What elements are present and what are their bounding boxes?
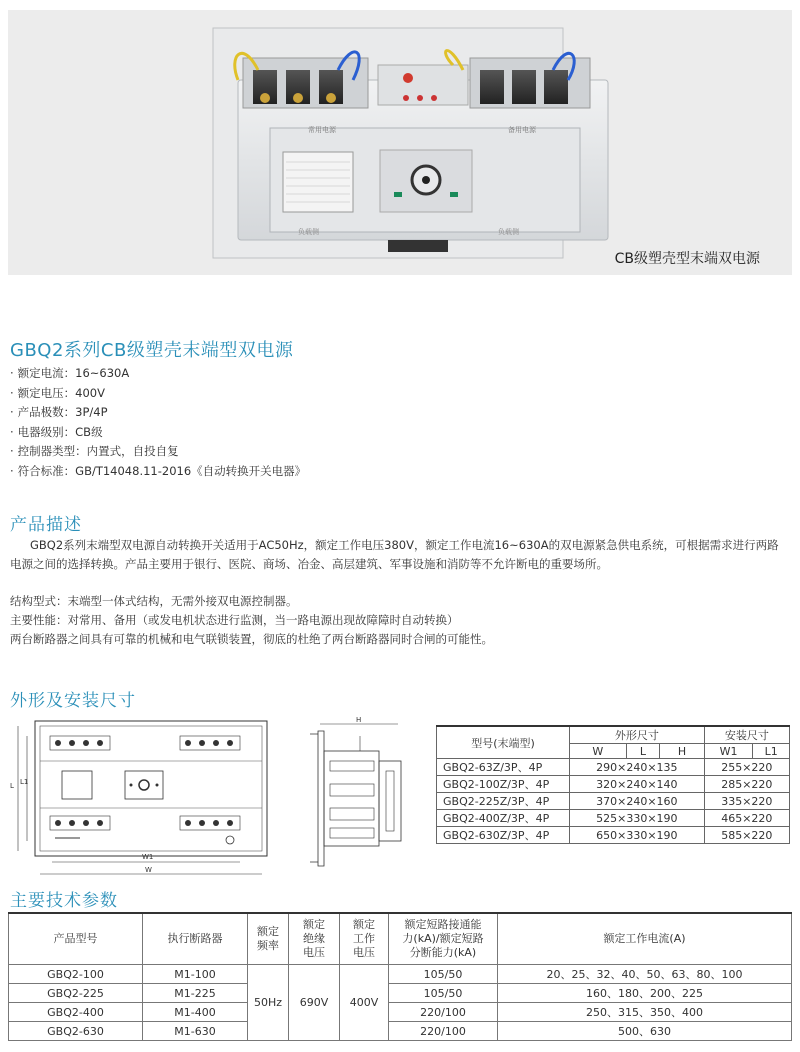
interlock-text: 两台断路器之间具有可靠的机械和电气联锁装置，彻底的杜绝了两台断路器同时合闸的可能性。	[10, 632, 493, 646]
dim-install-cell: 285×220	[704, 776, 789, 793]
right-terminal-block	[470, 58, 590, 108]
side-view-drawing	[300, 716, 420, 876]
label-backup-source: 备用电源	[508, 126, 536, 134]
param-model-cell: GBQ2-400	[9, 1003, 143, 1022]
dim-install-cell: 255×220	[704, 759, 789, 776]
dim-outline-cell: 290×240×135	[570, 759, 705, 776]
photo-caption: CB级塑壳型末端双电源	[614, 251, 760, 267]
param-capacity-cell: 220/100	[389, 1003, 498, 1022]
dim-subheader: L	[626, 744, 660, 759]
param-breaker-cell: M1-225	[143, 984, 248, 1003]
label-load-side-left: 负载侧	[298, 228, 319, 236]
dimensions-title: 外形及安装尺寸	[10, 691, 136, 711]
label-normal-source: 常用电源	[308, 126, 336, 134]
spec-item: · 产品极数：3P/4P	[10, 403, 306, 423]
param-breaker-cell: M1-400	[143, 1003, 248, 1022]
dim-outline-cell: 370×240×160	[570, 793, 705, 810]
dim-header-model: 型号(末端型)	[437, 726, 570, 759]
dim-outline-cell: 320×240×140	[570, 776, 705, 793]
param-breaker-cell: M1-100	[143, 965, 248, 984]
header-line: 额定	[353, 918, 375, 931]
dim-subheader: H	[660, 744, 704, 759]
param-current-cell: 160、180、200、225	[498, 984, 792, 1003]
param-capacity-cell: 220/100	[389, 1022, 498, 1041]
product-title: GBQ2系列CB级塑壳末端型双电源	[10, 340, 294, 361]
dim-outline-cell: 650×330×190	[570, 827, 705, 844]
param-freq-cell: 50Hz	[248, 965, 289, 1041]
spec-item: · 额定电压：400V	[10, 384, 306, 404]
dim-subheader: W	[570, 744, 627, 759]
dim-model-cell: GBQ2-100Z/3P、4P	[437, 776, 570, 793]
header-line: 绝缘	[303, 932, 325, 945]
table-row	[437, 810, 790, 827]
description-block	[10, 536, 790, 649]
front-view-drawing	[10, 716, 276, 881]
header-line: 工作	[353, 932, 375, 945]
parameters-table	[8, 912, 792, 1041]
table-row	[437, 759, 790, 776]
param-capacity-cell: 105/50	[389, 965, 498, 984]
param-model-cell: GBQ2-225	[9, 984, 143, 1003]
spec-item: · 额定电流：16~630A	[10, 364, 306, 384]
table-row	[9, 965, 792, 984]
dim-outline-cell: 525×330×190	[570, 810, 705, 827]
param-work-voltage-cell: 400V	[340, 965, 389, 1041]
param-capacity-cell: 105/50	[389, 984, 498, 1003]
dim-label-l: L	[10, 782, 14, 790]
header-line: 力(kA)/额定短路	[402, 932, 484, 945]
param-header-breaker: 执行断路器	[143, 913, 248, 965]
spec-list	[10, 364, 306, 481]
dim-header-outline: 外形尺寸	[570, 726, 705, 744]
dim-subheader: W1	[704, 744, 753, 759]
header-line: 电压	[353, 946, 375, 959]
spec-item: · 控制器类型：内置式，自投自复	[10, 442, 306, 462]
table-row	[437, 776, 790, 793]
param-breaker-cell: M1-630	[143, 1022, 248, 1041]
param-header-capacity	[389, 913, 498, 965]
header-line: 频率	[257, 939, 279, 952]
param-model-cell: GBQ2-630	[9, 1022, 143, 1041]
product-photo-panel	[8, 10, 792, 275]
dim-label-w: W	[145, 866, 152, 874]
spec-item: · 符合标准：GB/T14048.11-2016《自动转换开关电器》	[10, 462, 306, 482]
dim-install-cell: 465×220	[704, 810, 789, 827]
table-row	[437, 793, 790, 810]
table-row	[9, 1022, 792, 1041]
param-header-freq	[248, 913, 289, 965]
header-line: 额定短路接通能	[404, 918, 482, 931]
param-current-cell: 250、315、350、400	[498, 1003, 792, 1022]
label-load-side-right: 负载侧	[498, 228, 519, 236]
param-model-cell: GBQ2-100	[9, 965, 143, 984]
dim-label-h: H	[356, 716, 362, 724]
dim-model-cell: GBQ2-400Z/3P、4P	[437, 810, 570, 827]
device-illustration	[8, 10, 792, 275]
description-title: 产品描述	[10, 515, 82, 535]
dim-install-cell: 585×220	[704, 827, 789, 844]
dim-model-cell: GBQ2-630Z/3P、4P	[437, 827, 570, 844]
dim-subheader: L1	[753, 744, 790, 759]
left-terminal-block	[243, 58, 368, 108]
header-line: 额定	[257, 925, 279, 938]
description-paragraph: GBQ2系列末端型双电源自动转换开关适用于AC50Hz，额定工作电压380V，额定工作电流16~630A的双电源紧急供电系统，可根据需求进行两路电源之间的选择转换。产品主要用于银行、医院、商场、冶金、高层建筑、军事设施和消防等不允许断电的重要场所。	[10, 538, 779, 571]
dim-model-cell: GBQ2-63Z/3P、4P	[437, 759, 570, 776]
param-header-model: 产品型号	[9, 913, 143, 965]
parameters-title: 主要技术参数	[10, 891, 118, 911]
spec-item: · 电器级别：CB级	[10, 423, 306, 443]
table-row	[9, 1003, 792, 1022]
dim-label-w1: W1	[142, 853, 154, 861]
table-row	[9, 984, 792, 1003]
param-current-cell: 20、25、32、40、50、63、80、100	[498, 965, 792, 984]
dimensions-table	[436, 725, 790, 844]
param-current-cell: 500、630	[498, 1022, 792, 1041]
performance-text: 主要性能：对常用、备用（或发电机状态进行监测，当一路电源出现故障障时自动转换）	[10, 613, 459, 627]
param-header-current: 额定工作电流(A)	[498, 913, 792, 965]
dim-header-install: 安装尺寸	[704, 726, 789, 744]
structure-text: 结构型式：末端型一体式结构，无需外接双电源控制器。	[10, 594, 298, 608]
header-line: 分断能力(kA)	[409, 946, 477, 959]
param-insulation-cell: 690V	[289, 965, 340, 1041]
param-header-work-voltage	[340, 913, 389, 965]
dim-install-cell: 335×220	[704, 793, 789, 810]
dim-model-cell: GBQ2-225Z/3P、4P	[437, 793, 570, 810]
table-row	[437, 827, 790, 844]
header-line: 电压	[303, 946, 325, 959]
param-header-insulation	[289, 913, 340, 965]
header-line: 额定	[303, 918, 325, 931]
dim-label-l1: L1	[20, 778, 29, 786]
